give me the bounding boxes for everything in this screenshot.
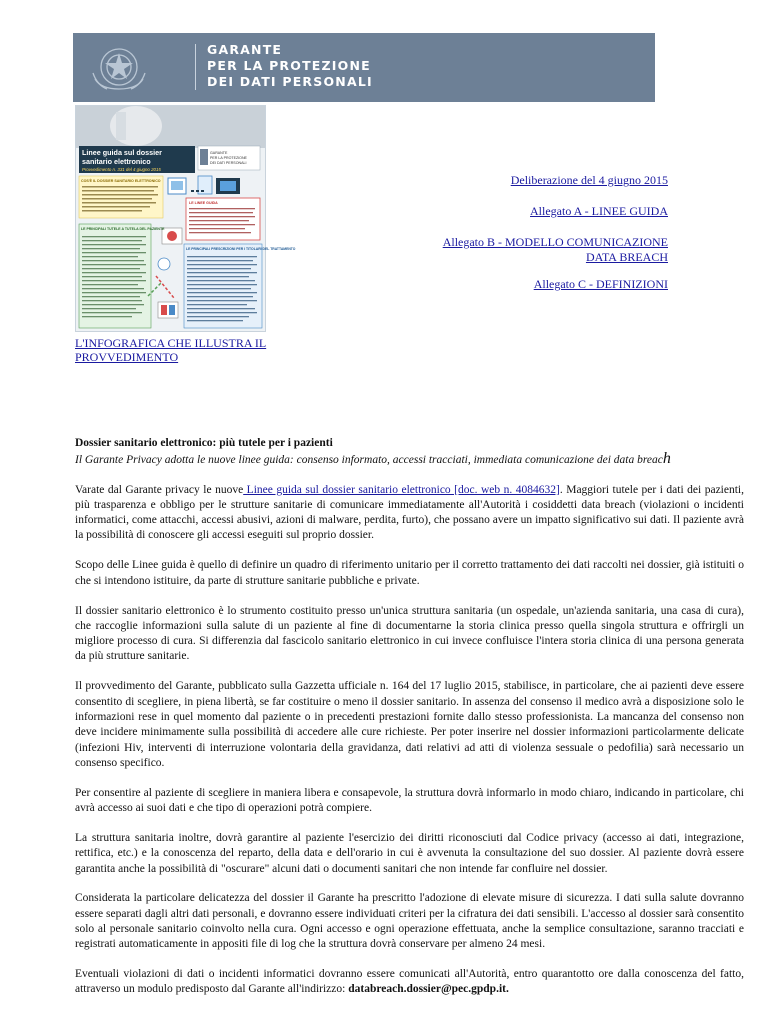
paragraph-1-intro: Varate dal Garante privacy le nuove bbox=[75, 483, 244, 496]
header-banner bbox=[73, 33, 655, 102]
paragraph-1 bbox=[75, 483, 744, 544]
infographic-title-line-1: Linee guida sul dossier bbox=[82, 148, 162, 157]
brand-line-3: DEI DATI PERSONALI bbox=[207, 74, 373, 89]
republic-emblem-icon bbox=[81, 39, 157, 95]
paragraph-3: Il dossier sanitario elettronico è lo strumento costituito presso un'unica struttura sanitaria (un ospedale, un'azienda sanitaria, una casa di cura), che raccoglie informazioni sulla salute di un paziente al fine di documentarne la storia clinica presso quella singola struttura e offrirgli un migliore processo di cura. Si differenzia dal fascicolo sanitario elettronico in cui invece confluisce l'intera storia clinica di una persona generata da più strutture sanitarie. bbox=[75, 604, 744, 663]
infographic-title-line-2: sanitario elettronico bbox=[82, 157, 151, 166]
paragraph-8-text: Eventuali violazioni di dati o incidenti informatici dovranno essere comunicati all'Autorità, entro quarantotto ore dalla conoscenza del fatto, attraverso un modulo predisposto dal Garante all'indirizzo: bbox=[75, 968, 744, 996]
brand-name bbox=[207, 42, 373, 90]
link-linee-guida[interactable]: Linee guida sul dossier sanitario elettronico [doc. web n. 4084632] bbox=[243, 483, 560, 496]
infographic-brand-2: PER LA PROTEZIONE bbox=[210, 156, 247, 160]
paragraph-5: Per consentire al paziente di scegliere in maniera libera e consapevole, la struttura dovrà informarlo in modo chiaro, indicando in particolare, chi avrà accesso ai suoi dati e che tipo di operazioni potrà compiere. bbox=[75, 786, 744, 815]
paragraph-1-body: . Maggiori tutele per i dati dei pazienti, più trasparenza e obbligo per le strutture sanitarie di comunicare immediatamente all'Autorità i cosiddetti data breach (violazioni o incidenti informatici, come attacchi, accessi abusivi, azioni di malware, perdita, furto), che possano avere un impatto significativo sui dati. Il paziente avrà la possibilità di conoscere gli accessi eseguiti sul proprio dossier. bbox=[75, 483, 744, 542]
infographic-subtitle: Provvedimento n. 331 del 4 giugno 2015 bbox=[82, 167, 161, 172]
paragraph-6: La struttura sanitaria inoltre, dovrà garantire al paziente l'esercizio dei diritti riconosciuti dal Codice privacy (accesso ai dati, integrazione, rettifica, etc.) e la conoscenza del reparto, della data e dell'orario in cui è avvenuta la consultazione del suo dossier. Al paziente dovrà essere garantita anche la possibilità di "oscurare" alcuni dati o documenti sanitari che non intende far confluire nel dossier. bbox=[75, 831, 744, 875]
infographic-box1-title: COS'È IL DOSSIER SANITARIO ELETTRONICO bbox=[81, 179, 161, 183]
paragraph-7: Considerata la particolare delicatezza del dossier il Garante ha prescritto l'adozione di elevate misure di sicurezza. I dati sulla salute dovranno essere separati dagli altri dati personali, e dovranno essere individuati criteri per la cifratura dei dati sensibili. L'accesso al dossier sarà consentito solo al personale sanitario coinvolto nella cura. Ogni accesso e ogni operazione effettuata, anche la semplice consultazione, saranno tracciati e registrati automaticamente in appositi file di log che la struttura dovrà conservare per almeno 24 mesi. bbox=[75, 892, 744, 951]
paragraph-4: Il provvedimento del Garante, pubblicato sulla Gazzetta ufficiale n. 164 del 17 luglio 2015, stabilisce, in particolare, che ai pazienti deve essere consentito di scegliere, in piena libertà, se far costituire o meno il dossier sanitario. In assenza del consenso il medico avrà a disposizione solo le informazioni rese in quel momento dal paziente o in precedenti prestazioni fornite dallo stesso professionista. La mancanza del consenso non deve incidere minimamente sulla possibilità di accedere alle cure richieste. Per poter inserire nel dossier informazioni particolarmente delicate (infezioni Hiv, interventi di interruzione volontaria della gravidanza, dati relativi ad atti di violenza sessuale o pedofilia) sarà necessario un consenso specifico. bbox=[75, 680, 744, 769]
document-links bbox=[428, 173, 668, 292]
databreach-email: databreach.dossier@pec.gpdp.it. bbox=[348, 983, 509, 996]
paragraph-2: Scopo delle Linee guida è quello di definire un quadro di riferimento unitario per il corretto trattamento dei dati raccolti nei dossier, già istituiti o che si intendono istituire, da parte di strutture sanitarie pubbliche e private. bbox=[75, 559, 744, 587]
link-infografica[interactable]: L'INFOGRAFICA CHE ILLUSTRA IL PROVVEDIMENTO bbox=[75, 336, 267, 364]
link-allegato-c[interactable]: Allegato C - DEFINIZIONI bbox=[533, 277, 668, 291]
infographic-brand-1: GARANTE bbox=[210, 151, 228, 155]
infographic-box3-title: LE PRINCIPALI TUTELE A TUTELA DEL PAZIENTE bbox=[81, 227, 165, 231]
link-allegato-a[interactable]: Allegato A - LINEE GUIDA bbox=[530, 204, 668, 218]
infographic-illustration bbox=[76, 106, 296, 331]
article-subtitle-text: Il Garante Privacy adotta le nuove linee guida: consenso informato, accessi tracciati, immediata comunicazione dei data breac bbox=[75, 454, 663, 467]
brand-line-2: PER LA PROTEZIONE bbox=[207, 58, 371, 73]
infographic-brand-3: DEI DATI PERSONALI bbox=[210, 161, 247, 165]
article-title: Dossier sanitario elettronico: più tutele per i pazienti bbox=[75, 437, 333, 449]
article-subtitle-last-letter: h bbox=[662, 450, 671, 468]
article bbox=[75, 436, 744, 1012]
infographic-image[interactable] bbox=[75, 105, 296, 332]
banner-divider bbox=[195, 44, 196, 90]
link-deliberazione[interactable]: Deliberazione del 4 giugno 2015 bbox=[510, 173, 668, 187]
infographic-box4-title: LE PRINCIPALI PRESCRIZIONI PER I TITOLARI DEL TRATTAMENTO bbox=[186, 247, 296, 251]
paragraph-8 bbox=[75, 967, 744, 998]
link-allegato-b[interactable]: Allegato B - MODELLO COMUNICAZIONE DATA BREACH bbox=[442, 235, 668, 264]
brand-line-1: GARANTE bbox=[207, 42, 283, 57]
article-subtitle bbox=[75, 451, 744, 468]
infographic-box2-title: LE LINEE GUIDA bbox=[189, 201, 218, 205]
